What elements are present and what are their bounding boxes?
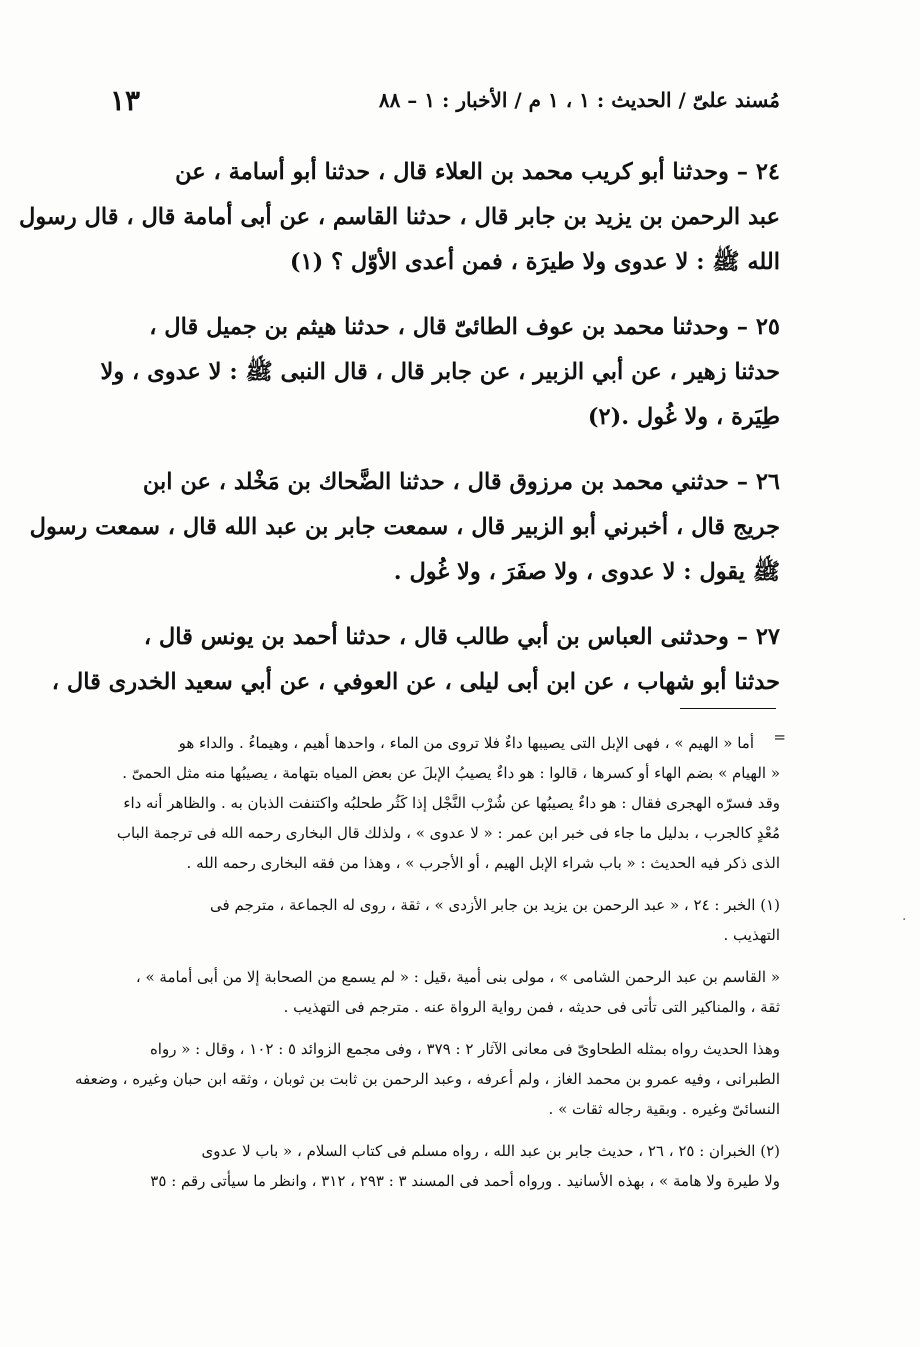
text-line: عبد الرحمن بن يزيد بن جابر قال ، حدثنا القاسم ، عن أبى أمامة قال ، قال رسول [19,204,780,230]
footnotes [74,728,786,1208]
footnote-line: ثقة ، والمناكير التى تأتى فى حديثه ، فمن رواية الرواة عنه . مترجم فى التهذيب . [283,998,780,1016]
margin-speck: · [902,912,907,928]
footnote-2 [110,1136,780,1196]
hadith-25 [100,305,780,440]
text-line: الله ﷺ : لا عدوى ولا طيرَة ، فمن أعدى الأوّل ؟ (١) [289,249,780,275]
text-line: ٢٥ – وحدثنا محمد بن عوف الطائىّ قال ، حدثنا هيثم بن جميل قال ، [149,314,780,340]
page-header [110,84,780,120]
running-head: مُسند علىّ / الحديث : ١ ، ١ م / الأخبار : ١ – ٨٨ [378,88,780,112]
footnote-line: ولا طيرة ولا هامة » ، بهذه الأسانيد . ورواه أحمد فى المسند ٣ : ٢٩٣ ، ٣١٢ ، وانظر ما سيأتى رقم : ٣٥ [150,1172,780,1190]
continuation-mark: = [773,728,786,746]
text-line: ﷺ يقول : لا عدوى ، ولا صفَرَ ، ولا غُول . [393,559,780,585]
footnote-1 [110,890,780,950]
footnote-line: الطبرانى ، وفيه عمرو بن محمد الغاز ، ولم أعرفه ، وعبد الرحمن بن ثابت بن ثوبان ، وثقه ابن حبان وغيره ، وضعفه [74,1070,780,1088]
footnote-line: مُعْدٍ كالجرب ، بدليل ما جاء فى خبر ابن عمر : « لا عدوى » ، ولذلك قال البخارى رحمه الله فى ترجمة الباب [116,824,780,842]
footnote-1-tahawi [74,1034,780,1124]
footnote-1-qasim [110,962,780,1022]
footnote-line: « الهيام » بضم الهاء أو كسرها ، قالوا : هو داءٌ يصيبُ الإبلَ عن بعض المياه بتهامة ، يصيبُها منه مثل الحمىّ . [122,764,780,782]
text-line: ٢٧ – وحدثنى العباس بن أبي طالب قال ، حدثنا أحمد بن يونس قال ، [143,624,780,650]
text-line: ٢٦ – حدثني محمد بن مرزوق قال ، حدثنا الضَّحاك بن مَخْلد ، عن ابن [142,469,780,495]
footnote-line: التهذيب . [723,926,780,944]
footnote-line: وقد فسرّه الهجرى فقال : هو داءٌ يصيبُها عن شُرْب النَّجْل إذا كَثُر طحلبُه واكتنفت الذبان به . والظاهر أنه داء [123,794,780,812]
footnote-line: أما « الهيم » ، فهى الإبل التى يصيبها داءٌ فلا تروى من الماء ، واحدها أهيم ، وهيماءُ . والداء هو [178,734,754,752]
footnote-line: الذى ذكر فيه الحديث : « باب شراء الإبل الهيم ، أو الأجرب » ، وهذا من فقه البخارى رحمه الله . [186,854,780,872]
hadith-text [19,150,780,725]
footnote-continuation [110,728,786,878]
footnote-line: وهذا الحديث رواه بمثله الطحاوىّ فى معانى الآثار ٢ : ٣٧٩ ، وفى مجمع الزوائد ٥ : ١٠٢ ، وقال : « رواه [149,1040,780,1058]
text-line: جريج قال ، أخبرني أبو الزبير قال ، سمعت جابر بن عبد الله قال ، سمعت رسول [29,514,780,540]
hadith-26 [29,460,780,595]
text-line: حدثنا أبو شهاب ، عن ابن أبى ليلى ، عن العوفي ، عن أبي سعيد الخدرى قال ، [51,669,780,695]
footnote-divider [680,708,776,709]
footnote-line: (١) الخبر : ٢٤ ، « عبد الرحمن بن يزيد بن جابر الأزدى » ، ثقة ، روى له الجماعة ، مترجم فى [210,896,780,914]
hadith-24 [19,150,780,285]
footnote-line: « القاسم بن عبد الرحمن الشامى » ، مولى بنى أمية ،قيل : « لم يسمع من الصحابة إلا من أبى أمامة » ، [135,968,780,986]
text-line: طِيَرة ، ولا غُول .(٢) [587,404,780,430]
footnote-line: (٢) الخبران : ٢٥ ، ٢٦ ، حديث جابر بن عبد الله ، رواه مسلم فى كتاب السلام ، « باب لا عدوى [201,1142,780,1160]
page-number: ١٣ [110,84,141,117]
text-line: ٢٤ – وحدثنا أبو كريب محمد بن العلاء قال ، حدثنا أبو أسامة ، عن [175,159,780,185]
footnote-line: النسائىّ وغيره . وبقية رجاله ثقات » . [548,1100,780,1118]
text-line: حدثنا زهير ، عن أبي الزبير ، عن جابر قال ، قال النبى ﷺ : لا عدوى ، ولا [100,359,780,385]
hadith-27 [51,615,780,705]
